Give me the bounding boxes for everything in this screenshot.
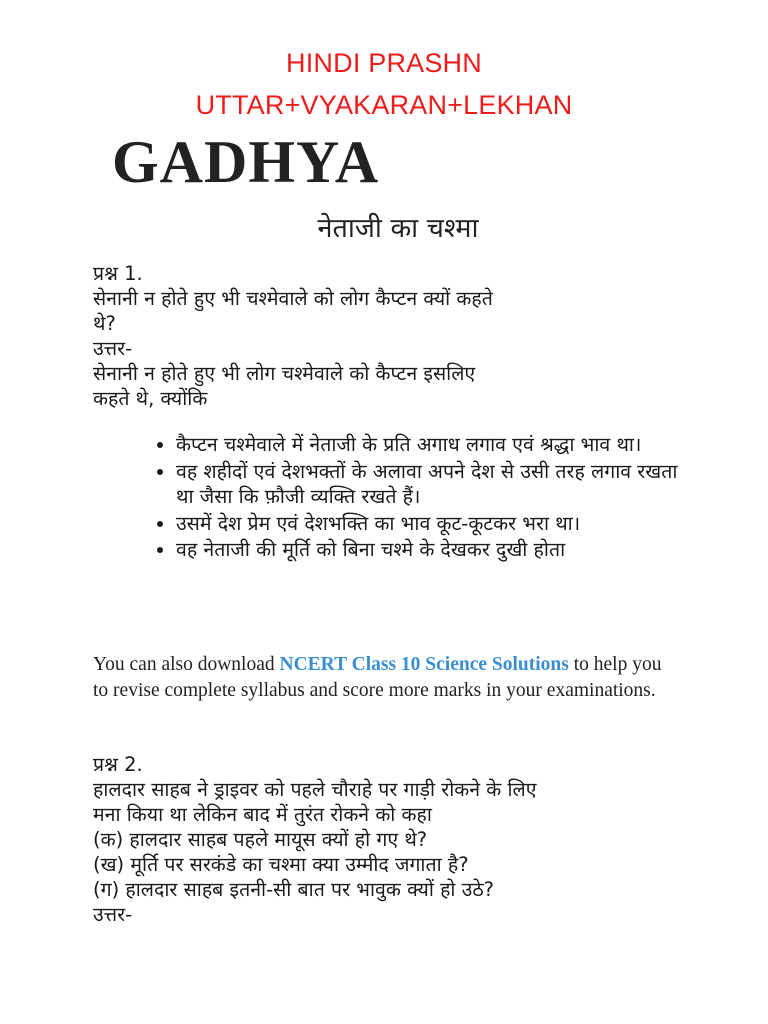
question-2-text-line: हालदार साहब ने ड्राइवर को पहले चौराहे पर गाड़ी रोकने के लिए (93, 778, 537, 801)
question-1-block (93, 261, 673, 411)
download-promo (93, 652, 663, 703)
question-2-label: प्रश्न 2. (93, 753, 143, 776)
bullet-item: • कैप्टन चश्मेवाले में नेताजी के प्रति अगाध लगाव एवं श्रद्धा भाव था। (176, 432, 696, 458)
question-2-text-line: मना किया था लेकिन बाद में तुरंत रोकने को कहा (93, 803, 432, 826)
ncert-solutions-link[interactable]: NCERT Class 10 Science (279, 654, 488, 675)
answer-1-text-line: सेनानी न होते हुए भी लोग चश्मेवाले को कैप्टन इसलिए (93, 362, 476, 385)
question-1-text-line: सेनानी न होते हुए भी चश्मेवाले को लोग कैप्टन क्यों कहते (93, 287, 493, 310)
bullet-item: • उसमें देश प्रेम एवं देशभक्ति का भाव कूट-कूटकर भरा था। (176, 511, 696, 537)
promo-suffix: to help you to revise complete syllabus and score more marks in your examinations. (93, 654, 662, 701)
title-line-2: UTTAR+VYAKARAN+LEKHAN (195, 90, 573, 120)
answer-1-text-line: कहते थे, क्योंकि (93, 387, 208, 410)
bullet-item: • वह नेताजी की मूर्ति को बिना चश्मे के देखकर दुखी होता (176, 537, 696, 563)
answer-2-label: उत्तर- (93, 903, 133, 926)
sub-question: (क) हालदार साहब पहले मायूस क्यों हो गए थे? (93, 828, 428, 851)
question-2-block (93, 752, 673, 927)
question-1-label: प्रश्न 1. (93, 262, 143, 285)
ncert-solutions-link-cont[interactable]: Solutions (491, 654, 569, 675)
sub-question: (ख) मूर्ति पर सरकंडे का चश्मा क्या उम्मीद जगाता है? (93, 853, 469, 876)
chapter-title: नेताजी का चश्मा (317, 213, 479, 244)
bullet-item: • वह शहीदों एवं देशभक्तों के अलावा अपने देश से उसी तरह लगाव रखता था जैसा कि फ़ौजी व्यक्ति रखते हैं। (176, 459, 696, 510)
section-heading: GADHYA (112, 129, 380, 195)
question-1-text-line: थे? (93, 312, 116, 335)
answer-1-bullet-list (150, 432, 696, 564)
promo-prefix: You can also download (93, 654, 275, 675)
answer-1-label: उत्तर- (93, 337, 133, 360)
title-line-1: HINDI PRASHN (286, 48, 482, 78)
sub-question: (ग) हालदार साहब इतनी-सी बात पर भावुक क्यों हो उठे? (93, 878, 495, 901)
